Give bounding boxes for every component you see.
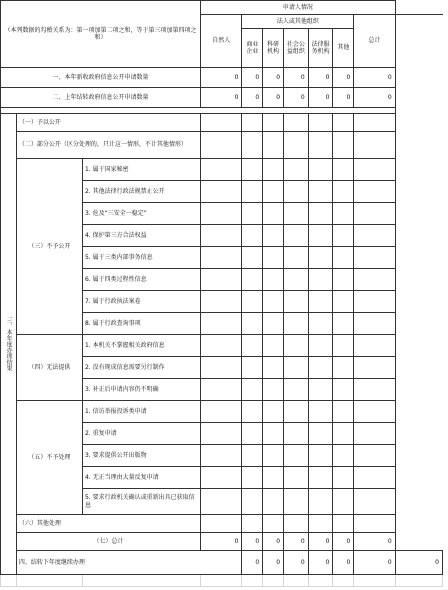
s4-item: 1. 本机关不掌握相关政府信息 bbox=[82, 335, 200, 357]
cell-value: 0 bbox=[354, 68, 395, 88]
header-total: 总计 bbox=[354, 15, 395, 68]
cell-value: 0 bbox=[284, 88, 309, 108]
header-applicant-status: 申请人情况 bbox=[201, 1, 396, 15]
s4-item: 3. 补正后申请内容仍不明确 bbox=[82, 379, 200, 401]
header-sub-other: 其他 bbox=[333, 29, 354, 68]
cell-value: 0 bbox=[263, 533, 284, 551]
cell-value: 0 bbox=[308, 88, 333, 108]
s5-item: 1. 信访举报投诉类申请 bbox=[82, 401, 200, 423]
cell-value: 0 bbox=[201, 68, 242, 88]
s1-label: （一）予以公开 bbox=[16, 114, 200, 132]
s3-label: （三）不予公开 bbox=[16, 159, 82, 335]
cell-value: 0 bbox=[308, 68, 333, 88]
s5-item: 5. 要求行政机关确认或重新出具已获取信息 bbox=[82, 489, 200, 515]
cell-value: 0 bbox=[201, 88, 242, 108]
cell-value: 0 bbox=[242, 68, 263, 88]
cell-value: 0 bbox=[242, 88, 263, 108]
cell-value: 0 bbox=[354, 533, 395, 551]
s3-item: 4. 保护第三方合法权益 bbox=[82, 225, 200, 247]
s5-item: 2. 重复申请 bbox=[82, 423, 200, 445]
section3-label: 三、本年度办理结果 bbox=[1, 114, 17, 575]
header-natural-person: 自然人 bbox=[201, 15, 242, 68]
header-note: （本列数据的勾稽关系为：第一项加第二项之和，等于第三项加第四项之和） bbox=[1, 1, 201, 68]
s3-item: 8. 属于行政查询事项 bbox=[82, 313, 200, 335]
header-sub-research: 科研机构 bbox=[263, 29, 284, 68]
cell-value: 0 bbox=[333, 68, 354, 88]
cell-value: 0 bbox=[263, 551, 284, 575]
cell-value: 0 bbox=[284, 533, 309, 551]
row-new-applications: 一、本年新收政府信息公开申请数量 bbox=[1, 68, 201, 88]
cell-value: 0 bbox=[201, 533, 242, 551]
cell-value: 0 bbox=[354, 88, 395, 108]
cell-value: 0 bbox=[333, 88, 354, 108]
s3-item: 3. 危及“三安全一稳定” bbox=[82, 203, 200, 225]
s3-item: 6. 属于四类过程性信息 bbox=[82, 269, 200, 291]
s4-label: （四）无法提供 bbox=[16, 335, 82, 401]
cell-value: 0 bbox=[263, 68, 284, 88]
cell-value: 0 bbox=[242, 551, 263, 575]
header-sub-public-welfare: 社会公益组织 bbox=[284, 29, 309, 68]
s5-item: 4. 无正当理由大量反复申请 bbox=[82, 467, 200, 489]
header-sub-legal-service: 法律服务机构 bbox=[308, 29, 333, 68]
cell-value: 0 bbox=[308, 533, 333, 551]
s5-item: 3. 要求提供公开出版物 bbox=[82, 445, 200, 467]
cell-value: 0 bbox=[354, 551, 395, 575]
cell-value: 0 bbox=[395, 551, 442, 575]
cell-value: 0 bbox=[242, 533, 263, 551]
s4-item: 2. 没有现成信息需要另行制作 bbox=[82, 357, 200, 379]
s3-item: 1. 属于国家秘密 bbox=[82, 159, 200, 181]
s3-item: 5. 属于三类内部事务信息 bbox=[82, 247, 200, 269]
cell-value: 0 bbox=[263, 88, 284, 108]
row-carry-forward: 四、结转下年度继续办理 bbox=[16, 551, 242, 575]
header-legal-group: 法人或其他组织 bbox=[242, 15, 354, 29]
cell-value: 0 bbox=[308, 551, 333, 575]
s3-item: 2. 其他法律行政法规禁止公开 bbox=[82, 181, 200, 203]
cell-value: 0 bbox=[333, 551, 354, 575]
header-sub-business: 商业企业 bbox=[242, 29, 263, 68]
s6-label: （六）其他处理 bbox=[16, 515, 200, 533]
row-carried-over: 二、上年结转政府信息公开申请数量 bbox=[1, 88, 201, 108]
s5-label: （五）不予处理 bbox=[16, 401, 82, 515]
cell-value: 0 bbox=[284, 551, 309, 575]
cell-value: 0 bbox=[333, 533, 354, 551]
cell-value: 0 bbox=[284, 68, 309, 88]
s7-label: （七）总计 bbox=[16, 533, 200, 551]
s2-label: （二）部分公开（区分处理的，只计这一情形，不计其他情形） bbox=[16, 132, 200, 159]
s3-item: 7. 属于行政执法案卷 bbox=[82, 291, 200, 313]
